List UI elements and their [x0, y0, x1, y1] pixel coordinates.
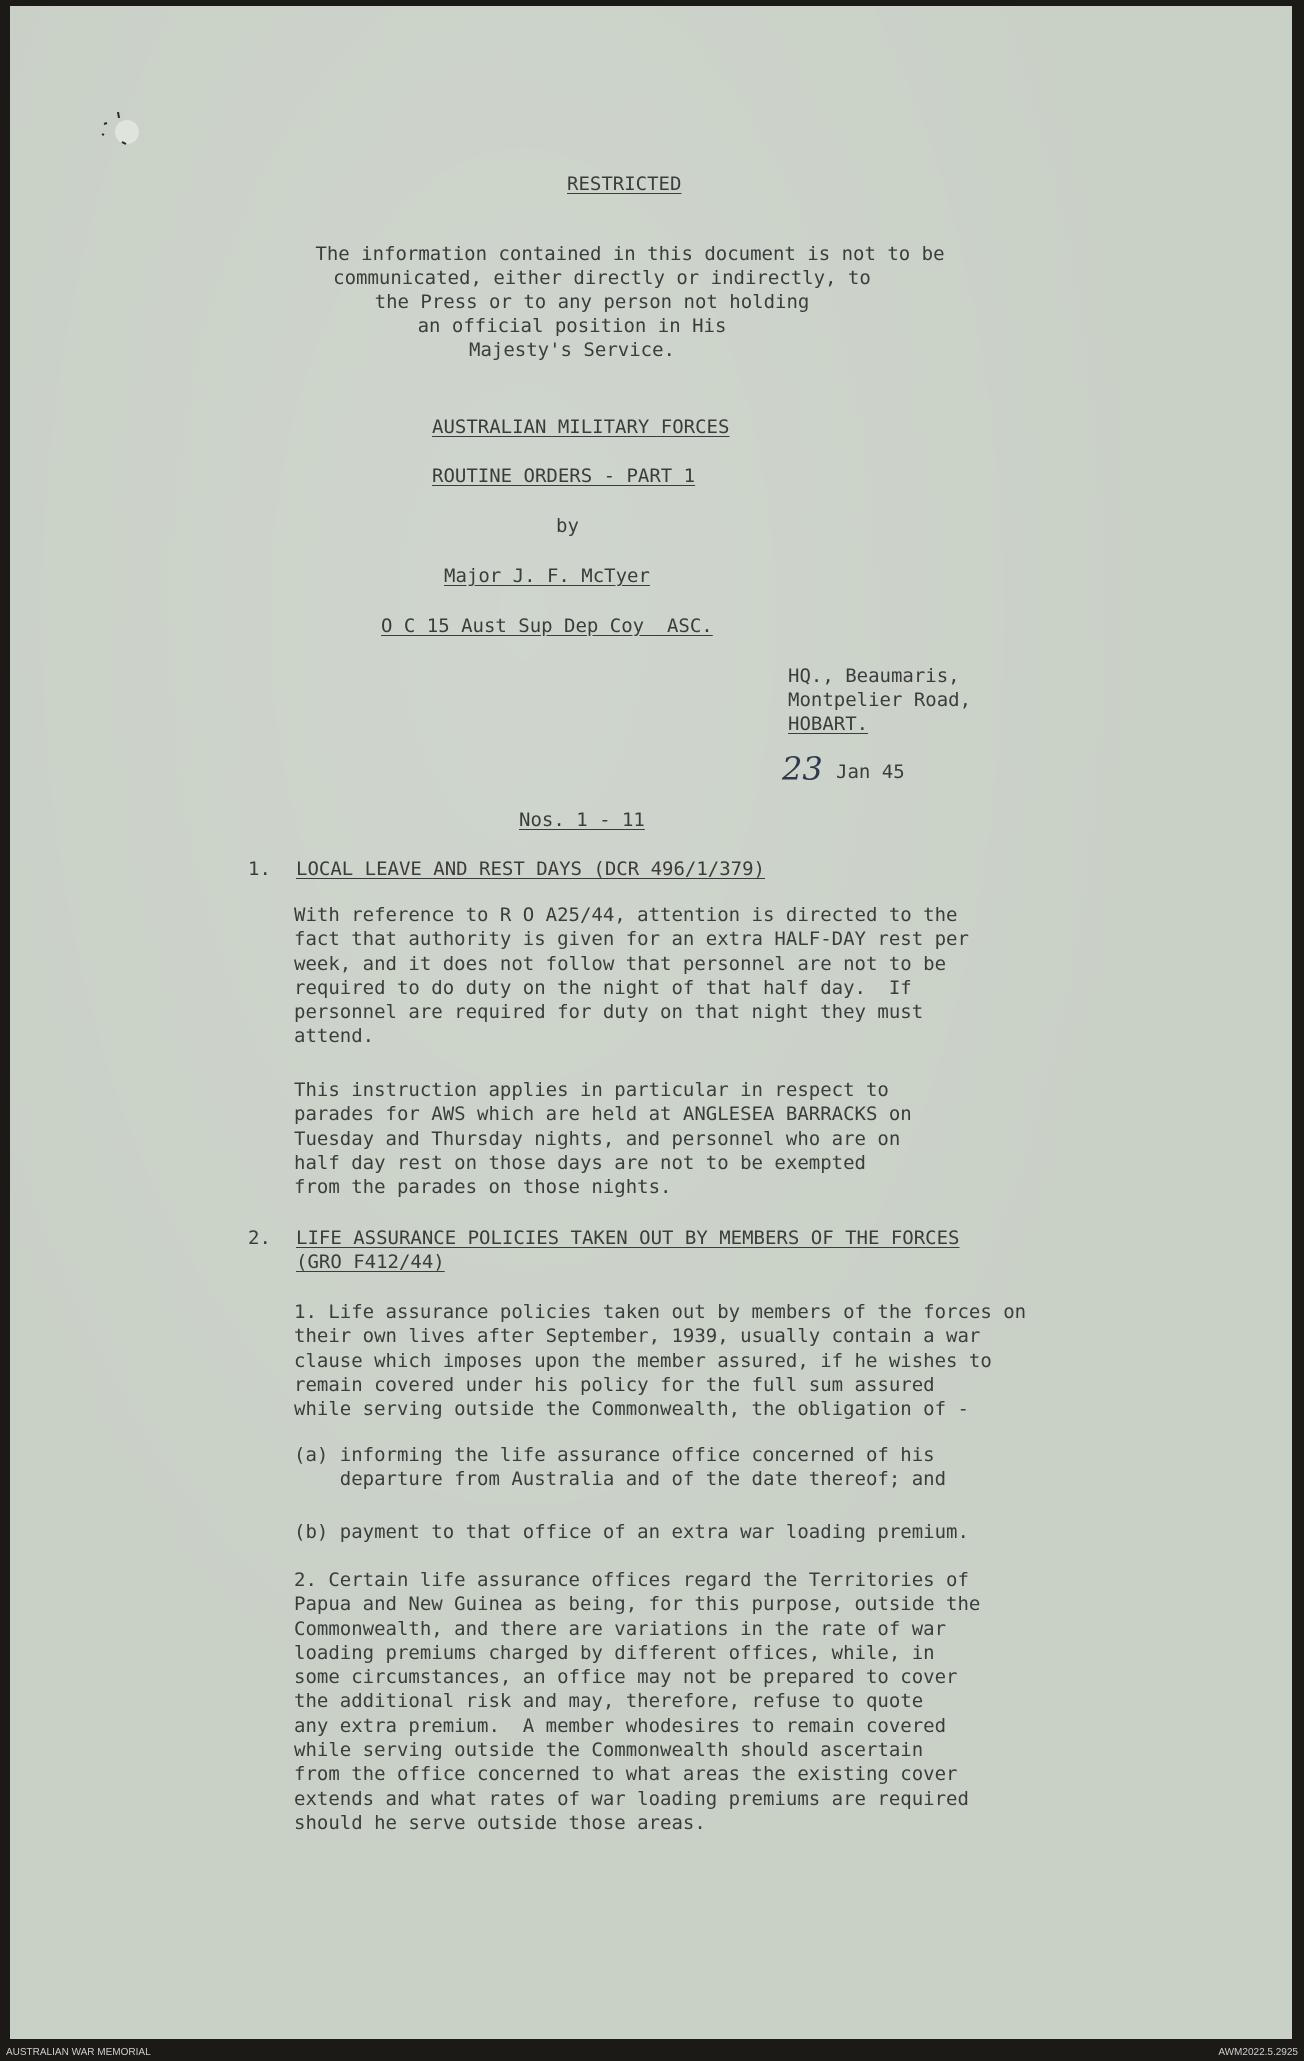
date-text: Jan 45 — [836, 761, 905, 783]
footer-right: AWM2022.5.2925 — [1218, 2047, 1298, 2058]
address-line-2: Montpelier Road, — [788, 689, 972, 711]
notice-line-3: the Press or to any person not holding — [374, 291, 810, 313]
forces-heading: AUSTRALIAN MILITARY FORCES — [432, 416, 730, 438]
orders-heading: ROUTINE ORDERS - PART 1 — [432, 465, 696, 487]
notice-line-1: The information contained in this document is not to be — [315, 243, 945, 265]
address-line-1: HQ., Beaumaris, — [788, 665, 960, 687]
item-1-paragraph-1: With reference to R O A25/44, attention is directed to the fact that authority is given for an extra HALF-DAY rest per week, and it does not follow that personnel are not to be required to do duty on the night of that half day. If personnel are required for duty on that night they must attend. — [294, 904, 969, 1048]
item-1-number: 1. — [248, 858, 271, 880]
notice-line-4: an official position in His — [417, 315, 727, 337]
footer-left: AUSTRALIAN WAR MEMORIAL — [6, 2047, 151, 2058]
item-1-paragraph-2: This instruction applies in particular in respect to parades for AWS which are held at ANGLESEA BARRACKS on Tuesday and Thursday nights, and personnel who are on half day rest on those days are not to be exempted from the parades on those nights. — [294, 1079, 912, 1199]
restricted-heading: RESTRICTED — [567, 173, 682, 195]
unit-name: O C 15 Aust Sup Dep Coy ASC. — [381, 615, 713, 637]
item-2-title: LIFE ASSURANCE POLICIES TAKEN OUT BY MEMBERS OF THE FORCES — [296, 1227, 960, 1249]
item-2-clause-a: (a) informing the life assurance office concerned of his departure from Australia and of the date thereof; and — [294, 1444, 947, 1491]
notice-line-5: Majesty's Service. — [469, 339, 675, 361]
archive-footer — [0, 2046, 1304, 2061]
item-2-number: 2. — [248, 1227, 271, 1249]
item-2-clause-b: (b) payment to that office of an extra war loading premium. — [294, 1521, 969, 1543]
notice-line-2: communicated, either directly or indirectly, to — [333, 267, 871, 289]
address-line-3: HOBART. — [788, 713, 869, 735]
ink-marks — [96, 102, 186, 172]
officer-name: Major J. F. McTyer — [444, 565, 650, 587]
item-2-paragraph-2: 2. Certain life assurance offices regard the Territories of Papua and New Guinea as being, for this purpose, outside the Commonwealth, and there are variations in the rate of war loading premiums charged by different offices, while, in some circumstances, an office may not be prepared to cover the additional risk and may, therefore, refuse to quote any extra premium. A member whodesires to remain covered while serving outside the Commonwealth should ascertain from the office concerned to what areas the existing cover extends and what rates of war loading premiums are required should he serve outside those areas. — [294, 1569, 981, 1834]
item-2-paragraph-1: 1. Life assurance policies taken out by members of the forces on their own lives after September, 1939, usually contain a war clause which imposes upon the member assured, if he wishes to remain covered under his policy for the full sum assured while serving outside the Commonwealth, the obligation of - — [294, 1301, 1027, 1421]
by-text: by — [556, 515, 579, 537]
date-day-handwritten: 23 — [782, 750, 823, 788]
item-1-title: LOCAL LEAVE AND REST DAYS (DCR 496/1/379) — [296, 858, 765, 880]
order-numbers: Nos. 1 - 11 — [519, 809, 645, 831]
item-2-reference: (GRO F412/44) — [296, 1251, 445, 1273]
